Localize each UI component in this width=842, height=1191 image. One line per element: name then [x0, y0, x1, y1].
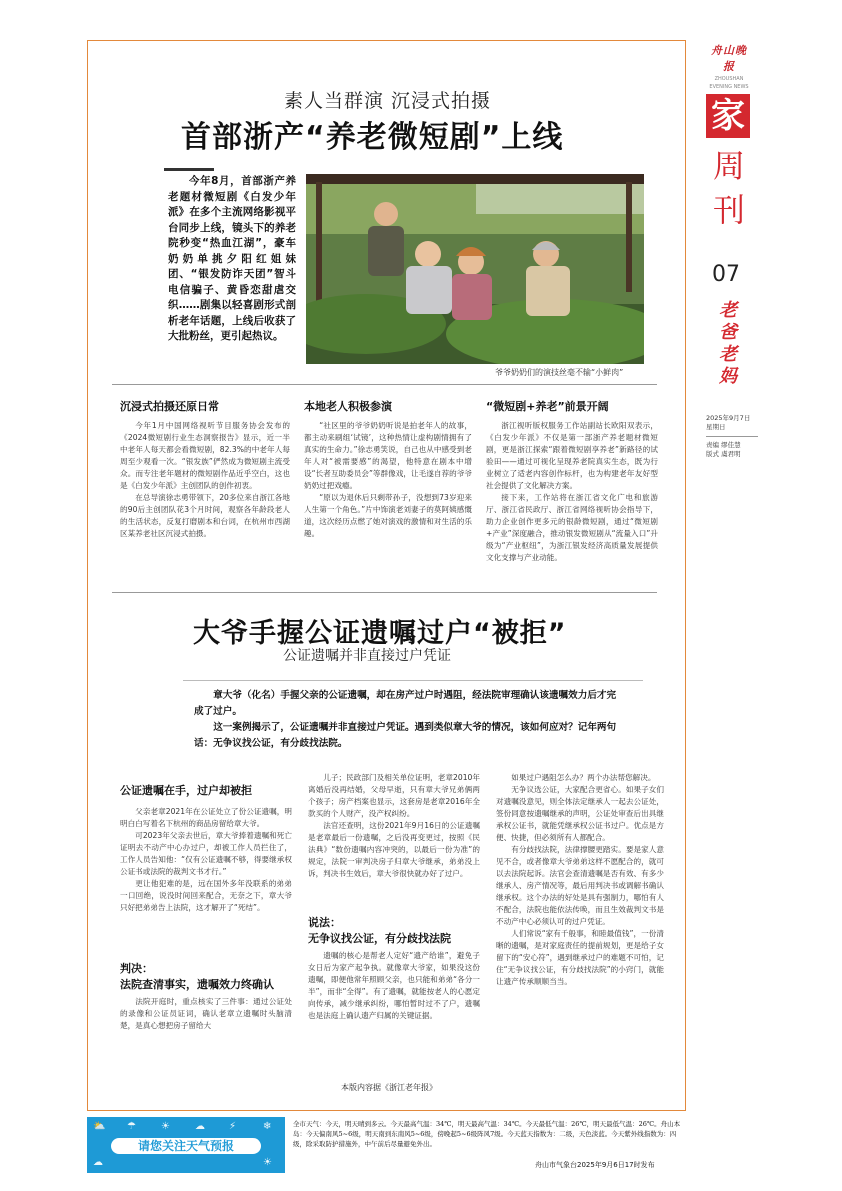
article2-col1-para2-1: 法院开庭时，重点核实了三件事：通过公证处的录像和公证员证词，确认老章立遗嘱时头脑清楚，是真心想把房子留给大 — [120, 997, 292, 1030]
column-char-4: 妈 — [719, 366, 737, 387]
weather-source: 舟山市气象台2025年9月6日17时发布 — [535, 1161, 655, 1169]
article2-col3-para-4: 人们常说“家有千般事，和睦最值钱”，一份清晰的遗嘱，是对家庭责任的提前规划，更是给子女留下的“安心符”，遇到继承过户的难题不可怕，记住“无争议找公证，有分歧找法院”的小窍门，就能让遗产传承顺顺当当。 — [496, 929, 664, 986]
article2-col1-heading2b: 法院查清事实，遗嘱效力终确认 — [120, 978, 274, 991]
column-char-3: 老 — [719, 344, 737, 365]
article2-col3-body — [496, 772, 664, 988]
article1-col3-para-1: 浙江视听版权服务工作站副站长欧阳双表示，《白发少年派》不仅是第一部浙产养老题材微短剧，更是浙江探索“跟着微短剧享养老”新路径的试验田——通过可视化呈现养老院真实生态，既为行业树立了适老内容创作标杆，也为构建老年友好型社会提供了文化解决方案。 — [486, 421, 658, 490]
article2-col1-body2 — [120, 996, 292, 1032]
column-char-2: 爸 — [719, 322, 737, 343]
article1-col1-heading: 沉浸式拍摄还原日常 — [120, 400, 219, 413]
article2-col3-para-3: 有分歧找法院，法律撑腰更踏实。要是家人意见不合，或者像章大爷弟弟这样不愿配合的，就可以去法院起诉。法官会查清遗嘱是否有效、有多少继承人、房产情况等，最后用判决书或调解书确认继承权。这个办法的好处是具有强制力，哪怕有人不配合，法院也能依法传唤，而且生效裁判文书是不动产中心必须认可的过户凭证。 — [496, 845, 664, 926]
article2-col1-para-3: 更让他犯难的是，远在国外多年没联系的弟弟一口回绝，说没时间回来配合，无奈之下，章大爷只好把弟弟告上法院，这才解开了“死结”。 — [120, 879, 292, 912]
article1-intro: 今年8月，首部浙产养老题材微短剧《白发少年派》在多个主流网络影视平台同步上线，镜头下的养老院秒变“热血江湖”，豪车奶奶单挑夕阳红姐妹团、“银发防诈天团”智斗电信骗子、黄昏恋甜虐交织……剧集以轻喜剧形式剖析老年话题，上线后收获了大批粉丝，更引起热议。 — [168, 175, 296, 342]
weather-forecast-text: 全市天气：今天，明天晴到多云。今天最高气温：34℃，明天最高气温：34℃。今天最低气温：26℃，明天最低气温：26℃。舟山本岛：今天偏南风5~6级，明天南到东南风5~6级，傍晚起5~6级阵风7级。今天蓝天指数为：二级，天色淡蓝。今天紫外线指数为：四级，除采取防护措施外，中午前后尽量避免外出。 — [293, 1120, 681, 1148]
masthead — [706, 42, 752, 90]
article1-col1-para-1: 今年1月中国网络视听节目服务协会发布的《2024微短剧行业生态洞察报告》显示，近一半中老年人每天都会看微短剧，82.3%的中老年人每周至少观看一次。“银发族”俨然成为微短剧主流受众。而专注老年题材的微短剧作品近乎空白，这也是《白发少年派》主创团队的创作初衷。 — [120, 421, 290, 490]
date-info — [706, 414, 758, 459]
article2-col2-body — [308, 772, 480, 880]
logo-sub-1: ZHOUSHAN — [714, 76, 744, 82]
page-number: 07 — [712, 262, 740, 287]
article2-lead-para-1: 章大爷（化名）手握父亲的公证遗嘱，却在房产过户时遇阻，经法院审理确认该遗嘱效力后才完成了过户。 — [194, 690, 617, 717]
article1-col2-para-2: “原以为退休后只剩带孙子，没想到73岁迎来人生第一个角色。”片中饰演老刘妻子的莫阿姨感慨道，这次经历点燃了她对演戏的激情和对生活的乐趣。 — [304, 493, 472, 538]
logo-sub-2: EVENING NEWS — [709, 84, 749, 90]
newspaper-logo: 舟山晚报 — [711, 44, 747, 73]
article2-col2-para-2: 法官还查明，这份2021年9月16日的公证遗嘱是老章最后一份遗嘱，之后没再变更过，按照《民法典》“数份遗嘱内容冲突的，以最后一份为准”的规定，法院一审判决房子归章大爷继承，弟弟没上诉，判决书生效后，章大爷很快就办好了过户。 — [308, 821, 480, 878]
snow-icon: ❄ — [263, 1121, 272, 1132]
article2-lead-para-2: 这一案例揭示了，公证遗嘱并非直接过户凭证。遇到类似章大爷的情况，该如何应对？记年两句话：无争议找公证，有分歧找法院。 — [194, 722, 617, 749]
content-credit: 本版内容据《浙江老年报》 — [341, 1083, 437, 1092]
article2-subtitle: 公证遗嘱并非直接过户凭证 — [283, 648, 451, 664]
thunder-icon: ⚡ — [229, 1121, 237, 1132]
article1-col2-heading: 本地老人积极参演 — [304, 400, 392, 413]
photo-elders-illustration — [306, 174, 644, 364]
photo-caption: 爷爷奶奶们的演技丝毫不输“小鲜肉” — [495, 368, 624, 377]
issue-weekday: 星期日 — [706, 423, 726, 431]
article1-col2-para-1: “社区里的爷爷奶奶听说是拍老年人的故事，都主动来刷组‘试镜’，这种热情让虚构剧情拥有了真实的生命力。”徐志勇笑说，自己也从中感受到老年人对“被需要感”的渴望，他特意在剧本中增设“长者互助委员会”等群像戏，让毛遂自荐的爷爷奶奶过把戏瘾。 — [304, 421, 472, 490]
article2-title: 大爷手握公证遗嘱过户“被拒” — [193, 618, 567, 649]
article1-photo — [306, 174, 644, 364]
cloud-icon-2: ☁ — [93, 1157, 103, 1168]
section-name-char-1: 周 — [712, 147, 745, 185]
sun-icon-2: ☀ — [263, 1157, 272, 1168]
sun-cloud-icon: ⛅ — [93, 1121, 106, 1132]
article1-col3-heading: “微短剧+养老”前景开阔 — [486, 400, 609, 413]
article2-col3-para-1: 如果过户遇阻怎么办？两个办法帮您解决。 — [511, 773, 656, 782]
article1-title: 首部浙产“养老微短剧”上线 — [181, 120, 564, 155]
article2-col1-heading2: 判决： — [120, 962, 153, 975]
editor-credit: 责编 缪佳慧 — [706, 441, 741, 449]
article1-col3-body — [486, 420, 658, 564]
layout-credit: 版式 虞君明 — [706, 450, 741, 458]
article2-col3-para-2: 无争议选公证，大家配合更省心。如果子女们对遗嘱没意见，则全体法定继承人一起去公证处，签份同意按遗嘱继承的声明，公证处审查后出具继承权公证书，就能凭继承权公证书过户。优点是方便、快捷，但必须所有人都配合。 — [496, 785, 664, 842]
weather-banner — [87, 1117, 285, 1173]
rain-cloud-icon: ☂ — [127, 1121, 136, 1132]
article2-col2-para2-1: 遗嘱的核心是帮老人定好“遗产给谁”，避免子女日后为家产起争执。就像章大爷家，如果没这份遗嘱，即便他常年照顾父亲，也只能和弟弟“各分一半”，而非“全得”。有了遗嘱，就能按老人的心愿定向传承，减少继承纠纷，哪怕暂时过不了户，遗嘱也是法庭上确认遗产归属的关键证据。 — [308, 951, 480, 1020]
column-char-1: 老 — [719, 300, 737, 321]
article2-col1-para-2: 可2023年父亲去世后，章大爷捧着遗嘱和死亡证明去不动产中心办过户，却被工作人员拦住了，工作人员告知他：“仅有公证遗嘱不够，得要继承权公证书或法院的裁判文书才行。” — [120, 831, 292, 876]
article1-subtitle: 素人当群演 沉浸式拍摄 — [284, 90, 492, 112]
lead-top-rule — [183, 680, 643, 681]
article2-col2-body2 — [308, 950, 480, 1022]
article2-col2-heading: 说法： — [308, 916, 341, 929]
cloud-icon: ☁ — [195, 1121, 205, 1132]
section-divider-2 — [112, 592, 657, 593]
weather-bar — [87, 1117, 686, 1173]
article2-col1-heading: 公证遗嘱在手，过户却被拒 — [120, 784, 252, 797]
column-name — [718, 300, 738, 388]
article1-col1-para-2: 在总导演徐志勇带领下，20多位来自浙江各地的90后主创团队花3个月时间，观察各年龄段老人的生活状态，反复打磨剧本和台词，在杭州市西湖区某养老社区沉浸式拍摄。 — [120, 493, 290, 538]
article1-col1-body — [120, 420, 290, 540]
section-name — [712, 144, 746, 232]
article2-col1-body — [120, 806, 292, 914]
section-divider-1 — [112, 384, 657, 385]
article1-col2-body — [304, 420, 472, 540]
section-name-char-2: 刊 — [712, 191, 745, 229]
article1-col3-para-2: 接下来，工作站将在浙江省文化广电和旅游厅、浙江省民政厅、浙江省网络视听协会指导下，助力企业创作更多元的银龄微短剧，通过“微短剧+产业”深度融合，推动银发微短剧从“流量入口”升级为“产业枢纽”，为浙江银发经济高质量发展提供文化支撑与产业动能。 — [486, 493, 658, 562]
weather-banner-title-text: 请您关注天气预报 — [137, 1139, 234, 1153]
sun-icon: ☀ — [161, 1121, 170, 1132]
article2-lead — [194, 688, 624, 752]
date-divider — [706, 436, 758, 437]
article2-col2-para-1: 儿子；民政部门及相关单位证明，老章2010年离婚后没再结婚，父母早逝，只有章大爷兄弟俩两个孩子；房产档案也显示，这套房是老章2016年全款买的个人财产，没产权纠纷。 — [308, 773, 480, 818]
issue-date: 2025年9月7日 — [706, 414, 751, 422]
weather-banner-title — [111, 1138, 261, 1154]
section-char: 家 — [706, 94, 750, 138]
article2-col1-para-1: 父亲老章2021年在公证处立了份公证遗嘱，明明白白写着名下杭州的商品房留给章大爷。 — [120, 807, 292, 828]
article2-col2-headingb: 无争议找公证，有分歧找法院 — [308, 932, 451, 945]
